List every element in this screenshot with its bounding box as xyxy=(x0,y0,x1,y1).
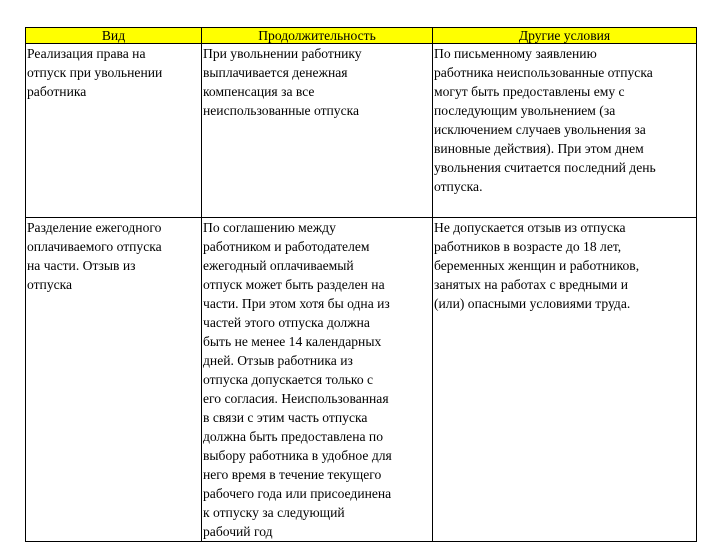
cell-duration: По соглашению между работником и работодателем ежегодный оплачиваемый отпуск может быть разделен на части. При этом хотя бы одна из частей этого отпуска должна быть не менее 14 календарных дней. Отзыв работника из отпуска допускается только с его согласия. Неиспользованная в связи с этим часть отпуска должна быть предоставлена по выбору работника в удобное для него время в течение текущего рабочего года или присоединена к отпуску за следующий рабочий год xyxy=(202,218,433,542)
cell-type: Разделение ежегодного оплачиваемого отпуска на части. Отзыв из отпуска xyxy=(26,218,202,542)
leave-rules-table xyxy=(25,27,697,542)
header-conditions: Другие условия xyxy=(433,28,697,44)
cell-duration: При увольнении работнику выплачивается денежная компенсация за все неиспользованные отпуска xyxy=(202,44,433,218)
header-type: Вид xyxy=(26,28,202,44)
table-body xyxy=(26,44,697,542)
header-duration: Продолжительность xyxy=(202,28,433,44)
header-row xyxy=(26,28,697,44)
table-row xyxy=(26,218,697,542)
table-header xyxy=(26,28,697,44)
cell-conditions: По письменному заявлению работника неиспользованные отпуска могут быть предоставлены ему с последующим увольнением (за исключением случаев увольнения за виновные действия). При этом днем увольнения считается последний день отпуска. xyxy=(433,44,697,218)
cell-conditions: Не допускается отзыв из отпуска работников в возрасте до 18 лет, беременных женщин и работников, занятых на работах с вредными и (или) опасными условиями труда. xyxy=(433,218,697,542)
cell-type: Реализация права на отпуск при увольнении работника xyxy=(26,44,202,218)
table-row xyxy=(26,44,697,218)
